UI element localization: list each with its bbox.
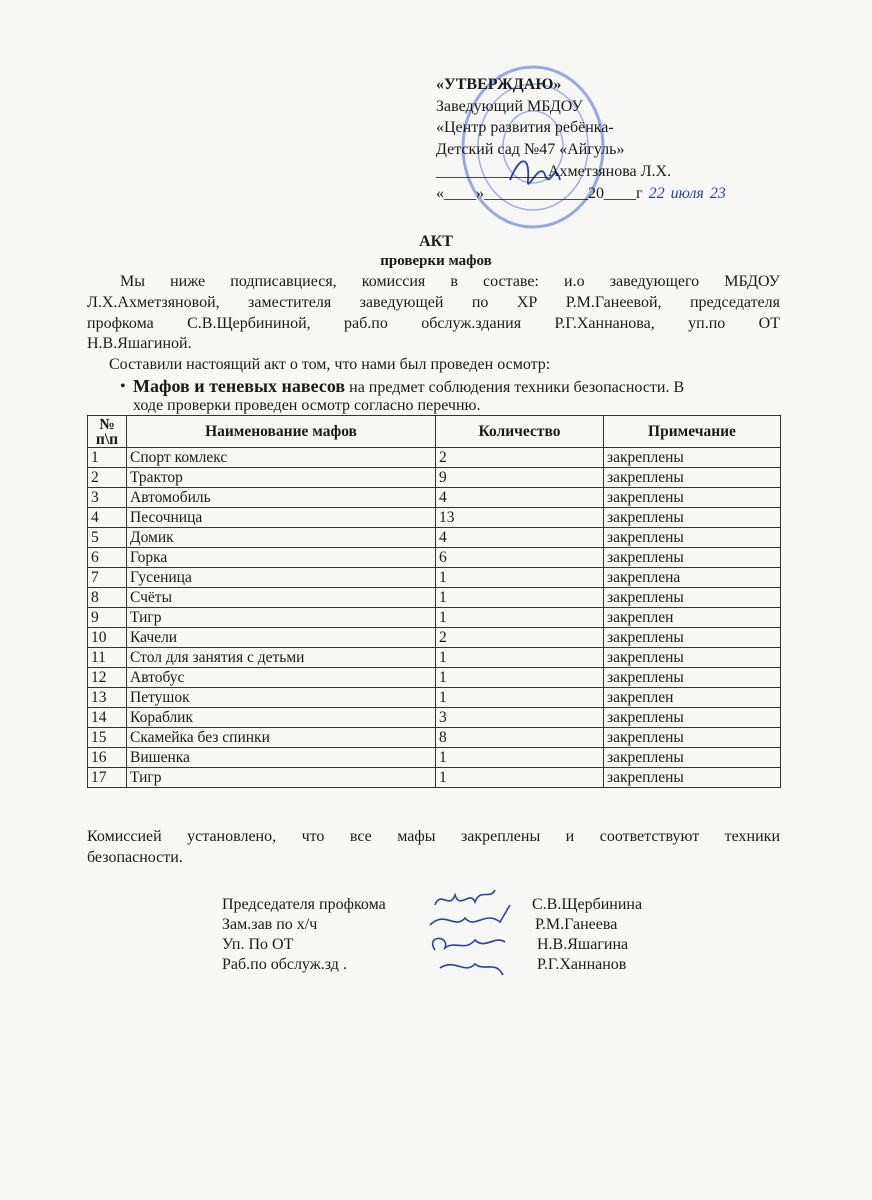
row-name: Кораблик — [127, 708, 436, 728]
intro-line: профкома С.В.Щербининой, раб.по обслуж.здания Р.Г.Ханнанова, уп.по ОТ — [87, 314, 780, 332]
table-row — [88, 548, 781, 568]
row-quantity: 1 — [436, 688, 604, 708]
row-number: 3 — [88, 488, 127, 508]
bullet-text-line2: ходе проверки проведен осмотр согласно перечню. — [133, 396, 481, 414]
row-quantity: 1 — [436, 648, 604, 668]
table-row — [88, 748, 781, 768]
row-number: 5 — [88, 528, 127, 548]
conclusion-line: безопасности. — [87, 848, 183, 866]
table-row — [88, 688, 781, 708]
document-subtitle: проверки мафов — [380, 253, 492, 269]
row-number: 13 — [88, 688, 127, 708]
row-name: Гусеница — [127, 568, 436, 588]
approval-date: «____»_____________20____г — [436, 184, 643, 202]
signature-name: Р.М.Ганеева — [535, 916, 618, 933]
row-number: 2 — [88, 468, 127, 488]
table-row — [88, 568, 781, 588]
intro-line: Л.Х.Ахметзяновой, заместителя заведующей по ХР Р.М.Ганеевой, председателя — [87, 293, 780, 311]
intro-line: Мы ниже подписавциеся, комиссия в составе: и.о заведующего МБДОУ — [120, 273, 780, 290]
statement: Составили настоящий акт о том, что нами был проведен осмотр: — [109, 356, 551, 374]
signature-names — [532, 895, 642, 975]
row-note: закреплена — [604, 568, 781, 588]
table-row — [88, 728, 781, 748]
header-number: № п\п — [88, 416, 127, 448]
signature-name: Н.В.Яшагина — [537, 936, 629, 953]
row-note: закреплены — [604, 548, 781, 568]
approval-org-line2: Детский сад №47 «Айгуль» — [436, 141, 625, 159]
row-note: закреплены — [604, 508, 781, 528]
row-quantity: 9 — [436, 468, 604, 488]
table-header-row — [88, 416, 781, 448]
row-quantity: 8 — [436, 728, 604, 748]
row-name: Трактор — [127, 468, 436, 488]
table-row — [88, 768, 781, 788]
table-row — [88, 588, 781, 608]
conclusion-line: Комиссией установлено, что все мафы закреплены и соответствуют техники — [87, 828, 780, 845]
row-note: закреплены — [604, 628, 781, 648]
row-name: Песочница — [127, 508, 436, 528]
document-title: АКТ — [419, 233, 453, 250]
table-row — [88, 528, 781, 548]
row-name: Тигр — [127, 768, 436, 788]
row-number: 8 — [88, 588, 127, 608]
table-row — [88, 668, 781, 688]
approval-date-row — [436, 183, 726, 205]
row-quantity: 4 — [436, 488, 604, 508]
row-note: закреплен — [604, 608, 781, 628]
row-quantity: 2 — [436, 448, 604, 468]
conclusion — [87, 827, 780, 869]
row-number: 9 — [88, 608, 127, 628]
row-number: 14 — [88, 708, 127, 728]
signature-role: Председателя профкома — [222, 896, 386, 913]
row-note: закреплены — [604, 708, 781, 728]
approval-position: Заведующий МБДОУ — [436, 97, 583, 115]
handwritten-month: июля — [670, 184, 704, 202]
row-note: закреплены — [604, 468, 781, 488]
bullet-item — [87, 376, 780, 397]
table-row — [88, 448, 781, 468]
row-note: закреплены — [604, 668, 781, 688]
table-row — [88, 608, 781, 628]
approval-block — [436, 74, 726, 204]
bullet-text: на предмет соблюдения техники безопасности. В — [345, 378, 685, 396]
intro-paragraph — [87, 272, 780, 415]
table-row — [88, 628, 781, 648]
signature-roles — [222, 895, 386, 975]
row-number: 7 — [88, 568, 127, 588]
row-name: Горка — [127, 548, 436, 568]
handwritten-signatures — [415, 880, 520, 980]
row-name: Домик — [127, 528, 436, 548]
row-quantity: 6 — [436, 548, 604, 568]
signature-name: Р.Г.Ханнанов — [537, 956, 627, 973]
header-note: Примечание — [604, 416, 781, 448]
table-row — [88, 708, 781, 728]
row-name: Тигр — [127, 608, 436, 628]
row-note: закреплены — [604, 728, 781, 748]
row-note: закреплены — [604, 748, 781, 768]
row-quantity: 2 — [436, 628, 604, 648]
bullet-icon: • — [120, 377, 126, 395]
row-name: Вишенка — [127, 748, 436, 768]
row-number: 15 — [88, 728, 127, 748]
intro-line: Н.В.Яшагиной. — [87, 335, 192, 353]
row-number: 1 — [88, 448, 127, 468]
row-quantity: 1 — [436, 588, 604, 608]
table-row — [88, 488, 781, 508]
table-row — [88, 648, 781, 668]
row-quantity: 1 — [436, 668, 604, 688]
row-note: закреплены — [604, 528, 781, 548]
table-row — [88, 468, 781, 488]
header-name: Наименование мафов — [127, 416, 436, 448]
approval-heading: «УТВЕРЖДАЮ» — [436, 76, 562, 93]
row-quantity: 1 — [436, 568, 604, 588]
row-note: закреплен — [604, 688, 781, 708]
signature-role: Зам.зав по х/ч — [222, 916, 318, 933]
row-quantity: 3 — [436, 708, 604, 728]
row-quantity: 13 — [436, 508, 604, 528]
row-note: закреплены — [604, 588, 781, 608]
row-note: закреплены — [604, 648, 781, 668]
bullet-bold: Мафов и теневых навесов — [133, 375, 346, 396]
row-name: Автобус — [127, 668, 436, 688]
row-name: Счёты — [127, 588, 436, 608]
handwritten-day: 22 — [648, 184, 665, 202]
header-quantity: Количество — [436, 416, 604, 448]
table-row — [88, 508, 781, 528]
row-note: закреплены — [604, 768, 781, 788]
approval-signer: ______________Ахметзянова Л.Х. — [436, 162, 672, 180]
row-quantity: 4 — [436, 528, 604, 548]
mafs-table — [87, 415, 781, 788]
row-name: Спорт комлекс — [127, 448, 436, 468]
row-quantity: 1 — [436, 608, 604, 628]
handwritten-year: 23 — [709, 184, 726, 202]
signature-name: С.В.Щербинина — [532, 896, 643, 913]
signature-role: Раб.по обслуж.зд . — [222, 956, 347, 973]
row-note: закреплены — [604, 448, 781, 468]
row-name: Качели — [127, 628, 436, 648]
signature-role: Уп. По ОТ — [222, 936, 294, 953]
row-number: 16 — [88, 748, 127, 768]
row-number: 11 — [88, 648, 127, 668]
row-name: Автомобиль — [127, 488, 436, 508]
row-name: Стол для занятия с детьми — [127, 648, 436, 668]
row-name: Петушок — [127, 688, 436, 708]
row-number: 6 — [88, 548, 127, 568]
row-number: 10 — [88, 628, 127, 648]
row-number: 17 — [88, 768, 127, 788]
row-number: 12 — [88, 668, 127, 688]
row-name: Скамейка без спинки — [127, 728, 436, 748]
row-quantity: 1 — [436, 768, 604, 788]
row-number: 4 — [88, 508, 127, 528]
approval-org-line1: «Центр развития ребёнка- — [436, 119, 614, 137]
row-quantity: 1 — [436, 748, 604, 768]
row-note: закреплены — [604, 488, 781, 508]
